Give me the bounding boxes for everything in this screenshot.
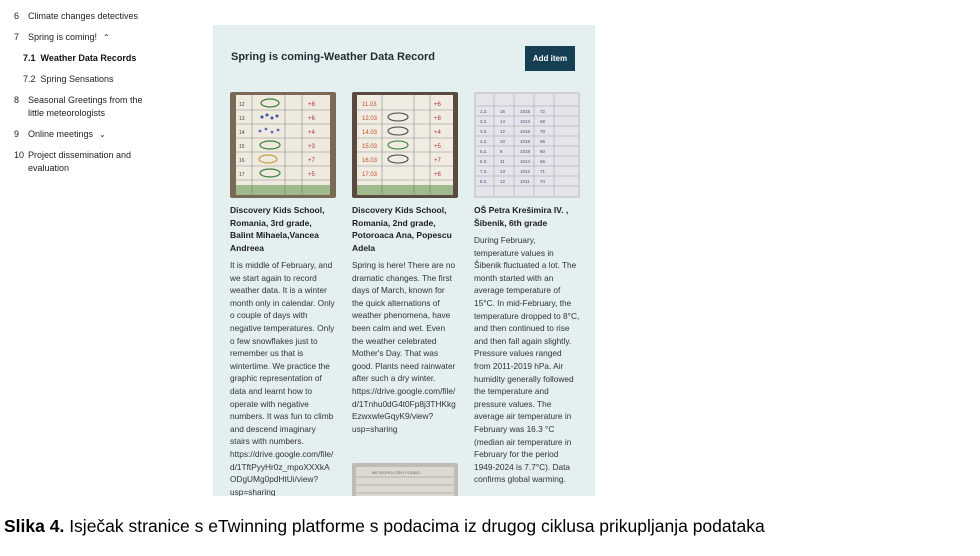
- svg-text:8.2.: 8.2.: [480, 179, 488, 184]
- sidebar-item-label: Spring is coming!: [28, 32, 98, 42]
- svg-text:7.2.: 7.2.: [480, 169, 488, 174]
- weather-chart-photo[interactable]: [230, 92, 336, 198]
- svg-text:4.2.: 4.2.: [480, 139, 488, 144]
- sidebar-item-label: Seasonal Greetings from the little meteorologists: [28, 95, 143, 118]
- svg-text:12: 12: [500, 129, 506, 134]
- sidebar-item-number: 7.1: [23, 53, 36, 63]
- svg-text:11.03: 11.03: [362, 102, 377, 108]
- sidebar-item-number: 6: [14, 11, 20, 21]
- svg-text:71: 71: [540, 169, 546, 174]
- svg-text:+7: +7: [308, 158, 315, 164]
- svg-text:1016: 1016: [520, 129, 531, 134]
- svg-text:72: 72: [540, 109, 546, 114]
- svg-text:METEOROLOŠKI PODACI: METEOROLOŠKI PODACI: [372, 470, 421, 476]
- svg-text:+6: +6: [434, 102, 441, 108]
- svg-text:+8: +8: [308, 102, 315, 108]
- weather-table-photo[interactable]: [352, 463, 458, 496]
- sidebar-item-label: Spring Sensations: [40, 74, 114, 84]
- sidebar-item-project-dissemination[interactable]: [14, 149, 139, 175]
- svg-text:10: 10: [500, 139, 506, 144]
- svg-text:3.2.: 3.2.: [480, 129, 488, 134]
- svg-text:17.03: 17.03: [362, 172, 378, 178]
- svg-text:16: 16: [239, 158, 245, 164]
- svg-text:13: 13: [239, 116, 245, 122]
- card-title: Discovery Kids School, Romania, 3rd grade, Balint Mihaela,Vancea Andreea: [230, 205, 325, 253]
- sidebar-item-label: Online meetings: [28, 129, 94, 139]
- svg-text:+7: +7: [434, 158, 441, 164]
- svg-text:1018: 1018: [520, 139, 531, 144]
- svg-text:2.2.: 2.2.: [480, 119, 488, 124]
- svg-text:5.2.: 5.2.: [480, 149, 488, 154]
- svg-text:+5: +5: [434, 144, 441, 150]
- sidebar-item-spring-sensations[interactable]: [14, 73, 204, 86]
- svg-text:70: 70: [540, 129, 546, 134]
- svg-text:16.03: 16.03: [362, 158, 378, 164]
- svg-text:1014: 1014: [520, 159, 531, 164]
- svg-text:1011: 1011: [520, 179, 530, 184]
- svg-text:12.03: 12.03: [362, 116, 378, 122]
- svg-text:8: 8: [500, 149, 503, 154]
- svg-text:1019: 1019: [520, 149, 531, 154]
- figure-caption-label: Slika 4.: [4, 516, 65, 536]
- svg-text:+6: +6: [434, 172, 441, 178]
- svg-text:6.2.: 6.2.: [480, 159, 488, 164]
- svg-text:+6: +6: [308, 116, 315, 122]
- svg-text:74: 74: [540, 179, 546, 184]
- svg-text:+5: +5: [308, 172, 315, 178]
- svg-text:+4: +4: [434, 130, 441, 136]
- sidebar-item-seasonal-greetings[interactable]: [14, 94, 146, 120]
- svg-text:1.2.: 1.2.: [480, 109, 488, 114]
- entry-card[interactable]: [352, 92, 458, 496]
- svg-text:14: 14: [500, 119, 506, 124]
- card-description: During February, temperature values in Šibenik fluctuated a lot. The month started with an average temperature of 15°C. In mid-February, the temperature dropped to 8°C, and then continued to rise and then fall again slightly. Pressure values ranged from 2011-2019 hPa. Air humidity generally followed the temperature and pressure values. The average air temperature in February was 16.3 °C (median air temperature in February for the period 1949-2024 is 7.7°C). Data confirms global warming.: [474, 235, 580, 485]
- svg-text:1013: 1013: [520, 119, 531, 124]
- sidebar-item-label: Project dissemination and evaluation: [28, 150, 132, 173]
- svg-text:14.03: 14.03: [362, 130, 378, 136]
- sidebar-item-number: 8: [14, 95, 20, 105]
- figure-caption-text: Isječak stranice s eTwinning platforme s podacima iz drugog ciklusa prikupljanja podataka: [64, 516, 765, 536]
- sidebar-item-number: 10: [14, 150, 25, 160]
- svg-text:11: 11: [500, 159, 505, 164]
- svg-text:1012: 1012: [520, 169, 531, 174]
- sidebar-item-online-meetings[interactable]: [14, 128, 204, 141]
- svg-text:65: 65: [540, 139, 546, 144]
- svg-text:+3: +3: [308, 144, 315, 150]
- card-title: OŠ Petra Krešimira IV. , Šibenik, 6th grade: [474, 205, 569, 228]
- card-description: Spring is here! There are no dramatic changes. The first days of March, known for the quick alternations of weather phenomena, have been calm and wet. Even the weather celebrated Mother's Day. That was good. Plants need rainwater after such a dry winter. https://drive.google.com/file/d/1Tnhu0dG4t0Fp8j3THKkgEzwxwleGqyK9/view?usp=sharing: [352, 260, 456, 434]
- weather-chart-photo[interactable]: [352, 92, 458, 198]
- svg-text:+8: +8: [434, 116, 441, 122]
- entry-card[interactable]: [474, 92, 580, 486]
- card-description: It is middle of February, and we start again to record weather data. It is a winter month only in calendar. Only o couple of days with negative temperatures. Only o few snowflakes just to remember us that is wintertime. We practice the graphic representation of data and learnt how to operate with negative numbers. It was fun to climb and descend imaginary stairs with numbers. https://drive.google.com/file/d/1TftPyyHr0z_mpoXXXkAODgUMg0pdHtUi/view?usp=sharing: [230, 260, 335, 496]
- sidebar-item-weather-data-records[interactable]: [14, 52, 204, 65]
- svg-text:68: 68: [540, 119, 546, 124]
- sidebar-nav: [14, 10, 204, 175]
- sidebar-item-number: 9: [14, 129, 20, 139]
- sidebar-item-label: Climate changes detectives: [28, 11, 139, 21]
- figure-caption: [4, 516, 765, 537]
- sidebar-item-spring-is-coming[interactable]: [14, 31, 204, 44]
- svg-text:15: 15: [239, 144, 245, 150]
- card-title: Discovery Kids School, Romania, 2nd grade, Potoroaca Ana, Popescu Adela: [352, 205, 452, 253]
- svg-text:14: 14: [239, 130, 245, 136]
- weather-data-panel: [213, 25, 595, 496]
- svg-text:13: 13: [500, 169, 506, 174]
- svg-text:60: 60: [540, 149, 546, 154]
- weather-table-photo[interactable]: [474, 92, 580, 198]
- svg-text:+4: +4: [308, 130, 315, 136]
- chevron-up-icon[interactable]: ⌃: [103, 33, 110, 42]
- svg-text:66: 66: [540, 159, 546, 164]
- add-item-button[interactable]: Add item: [525, 46, 575, 71]
- sidebar-item-number: 7.2: [23, 74, 36, 84]
- svg-text:17: 17: [239, 172, 245, 178]
- svg-text:12: 12: [500, 179, 506, 184]
- sidebar-item-number: 7: [14, 32, 20, 42]
- sidebar-item-label: Weather Data Records: [40, 53, 137, 63]
- entry-card[interactable]: [230, 92, 336, 496]
- panel-title: Spring is coming-Weather Data Record: [231, 51, 435, 63]
- chevron-down-icon[interactable]: ⌄: [99, 130, 106, 139]
- svg-text:1015: 1015: [520, 109, 531, 114]
- svg-text:15.03: 15.03: [362, 144, 378, 150]
- svg-text:15: 15: [500, 109, 506, 114]
- sidebar-item-climate-changes-detectives[interactable]: [14, 10, 204, 23]
- svg-text:12: 12: [239, 102, 245, 108]
